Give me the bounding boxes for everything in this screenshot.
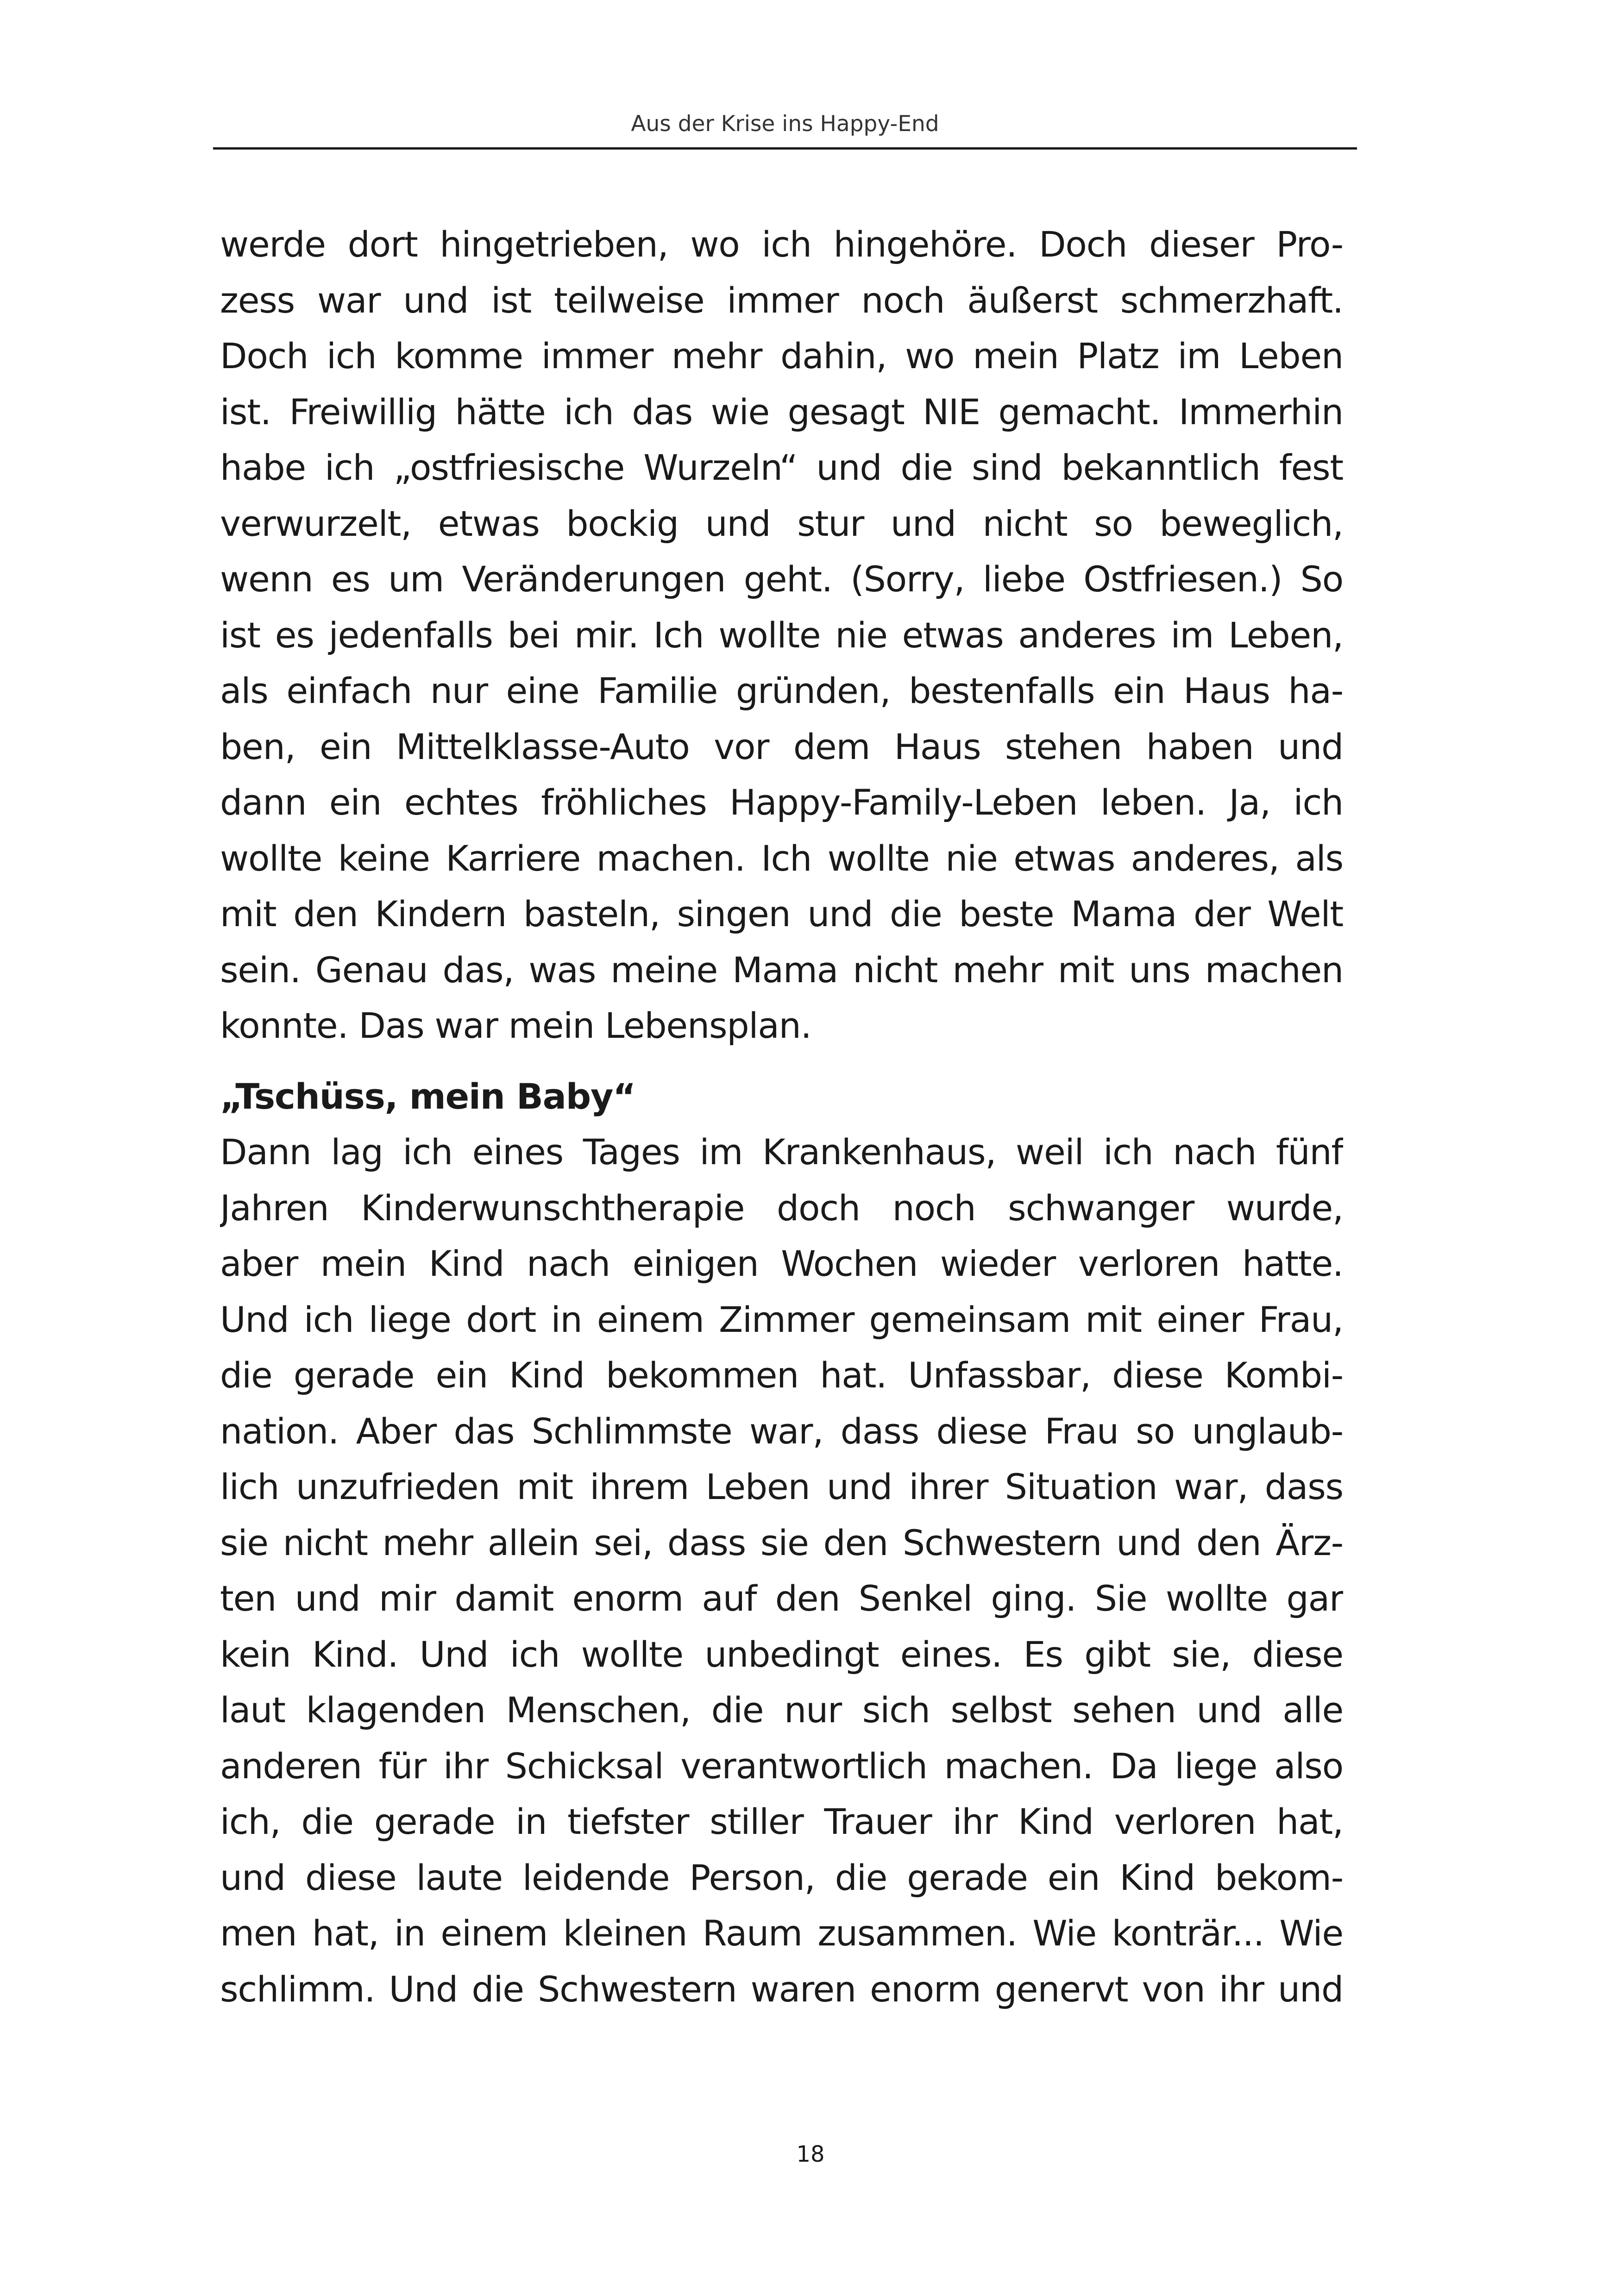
text-line: ist. Freiwillig hätte ich das wie gesagt NIE gemacht. Immerhin xyxy=(220,391,1343,433)
text-line: sie nicht mehr allein sei, dass sie den Schwestern und den Ärz- xyxy=(220,1522,1343,1563)
text-line: anderen für ihr Schicksal verantwortlich machen. Da liege also xyxy=(220,1745,1343,1787)
text-line: ist es jedenfalls bei mir. Ich wollte nie etwas anderes im Leben, xyxy=(220,614,1343,656)
text-line: die gerade ein Kind bekommen hat. Unfassbar, diese Kombi- xyxy=(220,1355,1343,1396)
text-line: ben, ein Mittelklasse-Auto vor dem Haus stehen haben und xyxy=(220,726,1343,767)
section-heading: „Tschüss, mein Baby“ xyxy=(220,1076,636,1117)
text-line: kein Kind. Und ich wollte unbedingt eines. Es gibt sie, diese xyxy=(220,1633,1343,1675)
text-line: lich unzufrieden mit ihrem Leben und ihrer Situation war, dass xyxy=(220,1466,1343,1507)
text-line: werde dort hingetrieben, wo ich hingehöre. Doch dieser Pro- xyxy=(220,224,1343,265)
text-line: wenn es um Veränderungen geht. (Sorry, liebe Ostfriesen.) So xyxy=(220,558,1343,600)
text-line: wollte keine Karriere machen. Ich wollte nie etwas anderes, als xyxy=(220,837,1343,879)
text-line: habe ich „ostfriesische Wurzeln“ und die sind bekanntlich fest xyxy=(220,447,1343,488)
text-line: Und ich liege dort in einem Zimmer gemeinsam mit einer Frau, xyxy=(220,1299,1343,1340)
page-number: 18 xyxy=(796,2141,825,2167)
text-line: konnte. Das war mein Lebensplan. xyxy=(220,1005,811,1046)
text-line: und diese laute leidende Person, die gerade ein Kind bekom- xyxy=(220,1857,1343,1898)
text-line: nation. Aber das Schlimmste war, dass diese Frau so unglaub- xyxy=(220,1410,1343,1452)
text-line: ich, die gerade in tiefster stiller Trauer ihr Kind verloren hat, xyxy=(220,1801,1343,1842)
text-line: verwurzelt, etwas bockig und stur und nicht so beweglich, xyxy=(220,502,1343,544)
text-line: laut klagenden Menschen, die nur sich selbst sehen und alle xyxy=(220,1689,1343,1731)
text-line: zess war und ist teilweise immer noch äußerst schmerzhaft. xyxy=(220,279,1343,321)
text-line: schlimm. Und die Schwestern waren enorm genervt von ihr und xyxy=(220,1968,1343,2010)
text-line: sein. Genau das, was meine Mama nicht mehr mit uns machen xyxy=(220,949,1343,991)
running-header: Aus der Krise ins Happy-End xyxy=(631,111,939,137)
text-line: Dann lag ich eines Tages im Krankenhaus, weil ich nach fünf xyxy=(220,1131,1343,1173)
header-divider xyxy=(213,147,1357,150)
text-line: Jahren Kinderwunschtherapie doch noch schwanger wurde, xyxy=(220,1187,1343,1229)
text-line: Doch ich komme immer mehr dahin, wo mein Platz im Leben xyxy=(220,335,1343,376)
body-paragraph xyxy=(220,217,1343,1054)
text-line: mit den Kindern basteln, singen und die beste Mama der Welt xyxy=(220,893,1343,935)
body-paragraph xyxy=(220,1124,1343,2017)
text-line: als einfach nur eine Familie gründen, bestenfalls ein Haus ha- xyxy=(220,670,1343,711)
text-line: dann ein echtes fröhliches Happy-Family-Leben leben. Ja, ich xyxy=(220,782,1343,823)
text-line: ten und mir damit enorm auf den Senkel ging. Sie wollte gar xyxy=(220,1578,1343,1619)
text-line: aber mein Kind nach einigen Wochen wieder verloren hatte. xyxy=(220,1243,1343,1284)
text-line: men hat, in einem kleinen Raum zusammen. Wie konträr... Wie xyxy=(220,1913,1343,1954)
